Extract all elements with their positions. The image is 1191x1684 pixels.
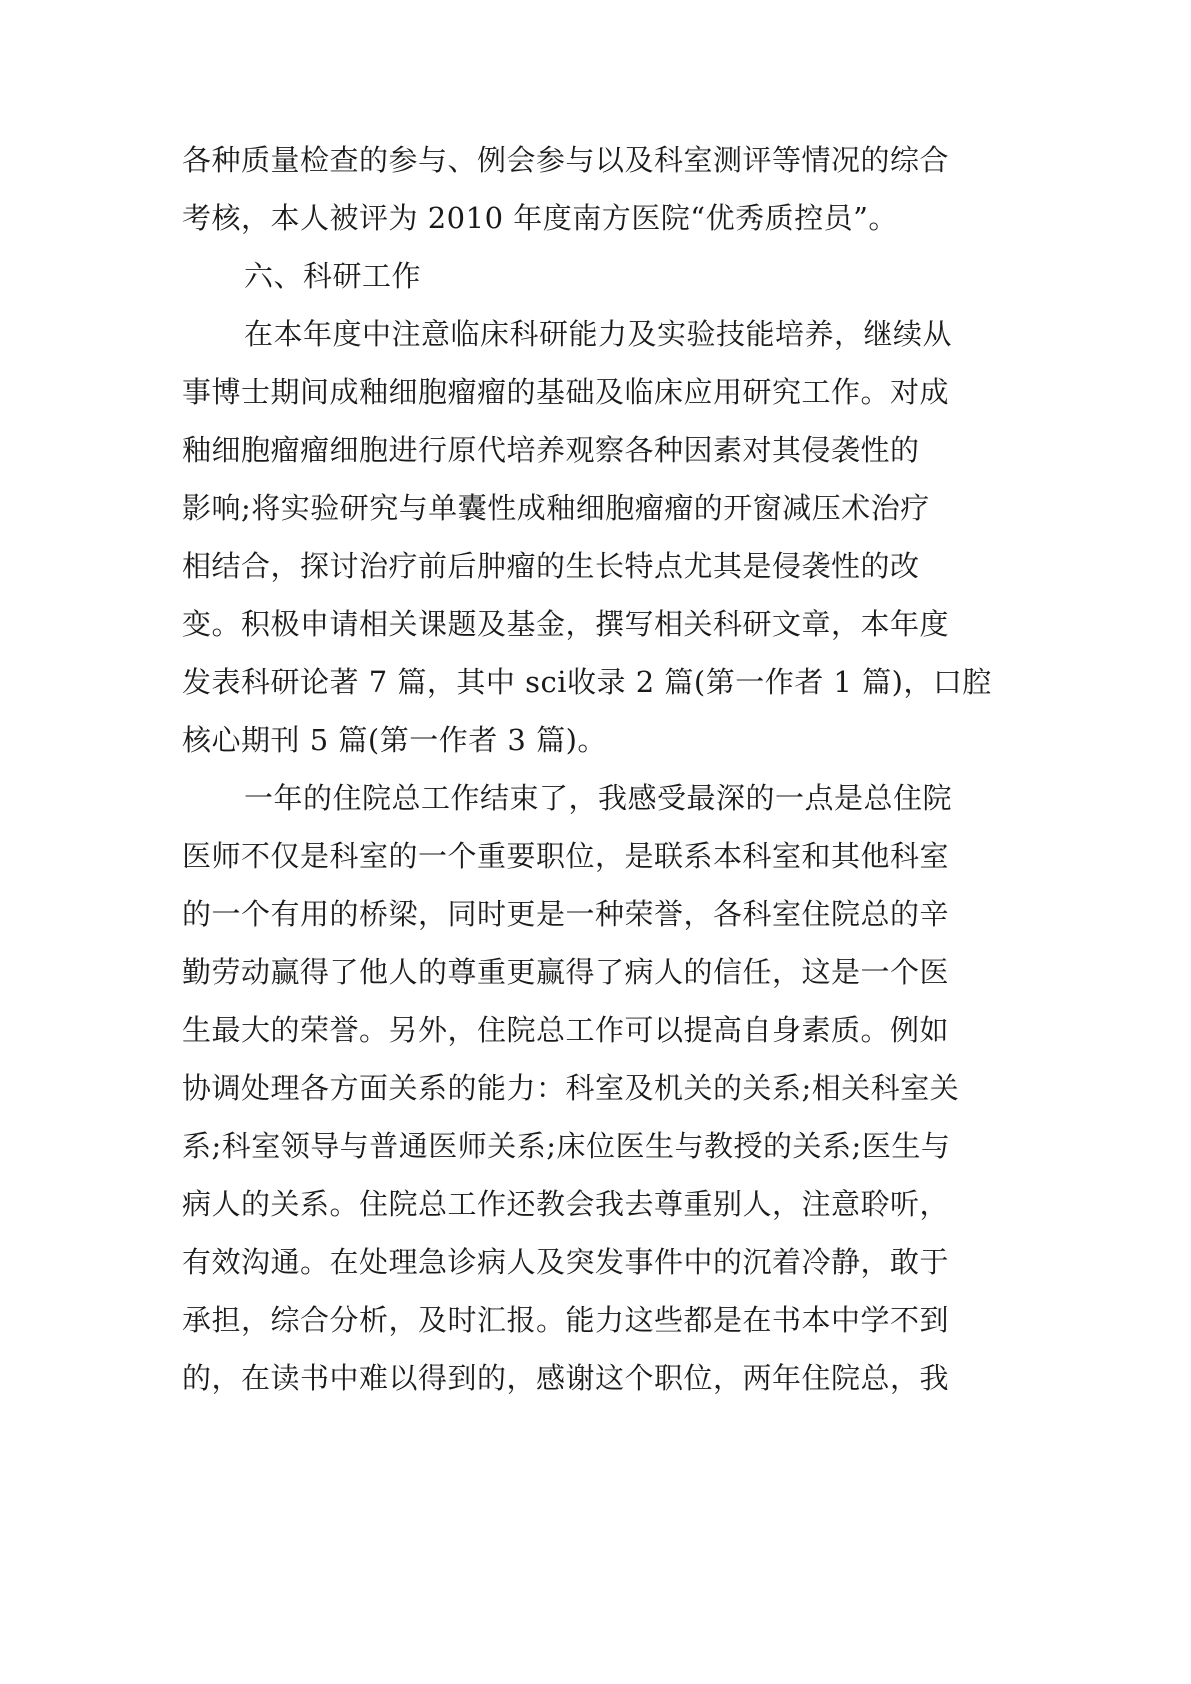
text-line: 的，在读书中难以得到的，感谢这个职位，两年住院总，我 — [182, 1361, 950, 1395]
text-line: 病人的关系。住院总工作还教会我去尊重别人，注意聆听， — [182, 1187, 950, 1221]
text-line: 釉细胞瘤瘤细胞进行原代培养观察各种因素对其侵袭性的 — [182, 433, 920, 467]
text-line: 在本年度中注意临床科研能力及实验技能培养，继续从 — [244, 317, 953, 351]
text-line: 核心期刊 5 篇(第一作者 3 篇)。 — [182, 723, 607, 757]
text-line: 考核，本人被评为 2010 年度南方医院“优秀质控员”。 — [182, 201, 898, 235]
text-line: 发表科研论著 7 篇，其中 sci收录 2 篇(第一作者 1 篇)，口腔 — [182, 665, 992, 699]
text-line: 变。积极申请相关课题及基金，撰写相关科研文章，本年度 — [182, 607, 950, 641]
text-line: 各种质量检查的参与、例会参与以及科室测评等情况的综合 — [182, 143, 950, 177]
text-line: 事博士期间成釉细胞瘤瘤的基础及临床应用研究工作。对成 — [182, 375, 950, 409]
text-line: 协调处理各方面关系的能力：科室及机关的关系;相关科室关 — [182, 1071, 960, 1105]
text-line: 相结合，探讨治疗前后肿瘤的生长特点尤其是侵袭性的改 — [182, 549, 920, 583]
text-line: 一年的住院总工作结束了，我感受最深的一点是总住院 — [244, 781, 953, 815]
text-line: 医师不仅是科室的一个重要职位，是联系本科室和其他科室 — [182, 839, 950, 873]
text-line: 生最大的荣誉。另外，住院总工作可以提高自身素质。例如 — [182, 1013, 950, 1047]
text-line: 影响;将实验研究与单囊性成釉细胞瘤瘤的开窗减压术治疗 — [182, 491, 930, 525]
section-heading: 六、科研工作 — [244, 259, 422, 293]
text-line: 承担，综合分析，及时汇报。能力这些都是在书本中学不到 — [182, 1303, 950, 1337]
text-line: 的一个有用的桥梁，同时更是一种荣誉，各科室住院总的辛 — [182, 897, 950, 931]
text-line: 勤劳动赢得了他人的尊重更赢得了病人的信任，这是一个医 — [182, 955, 950, 989]
text-line: 有效沟通。在处理急诊病人及突发事件中的沉着冷静，敢于 — [182, 1245, 950, 1279]
text-line: 系;科室领导与普通医师关系;床位医生与教授的关系;医生与 — [182, 1129, 951, 1163]
